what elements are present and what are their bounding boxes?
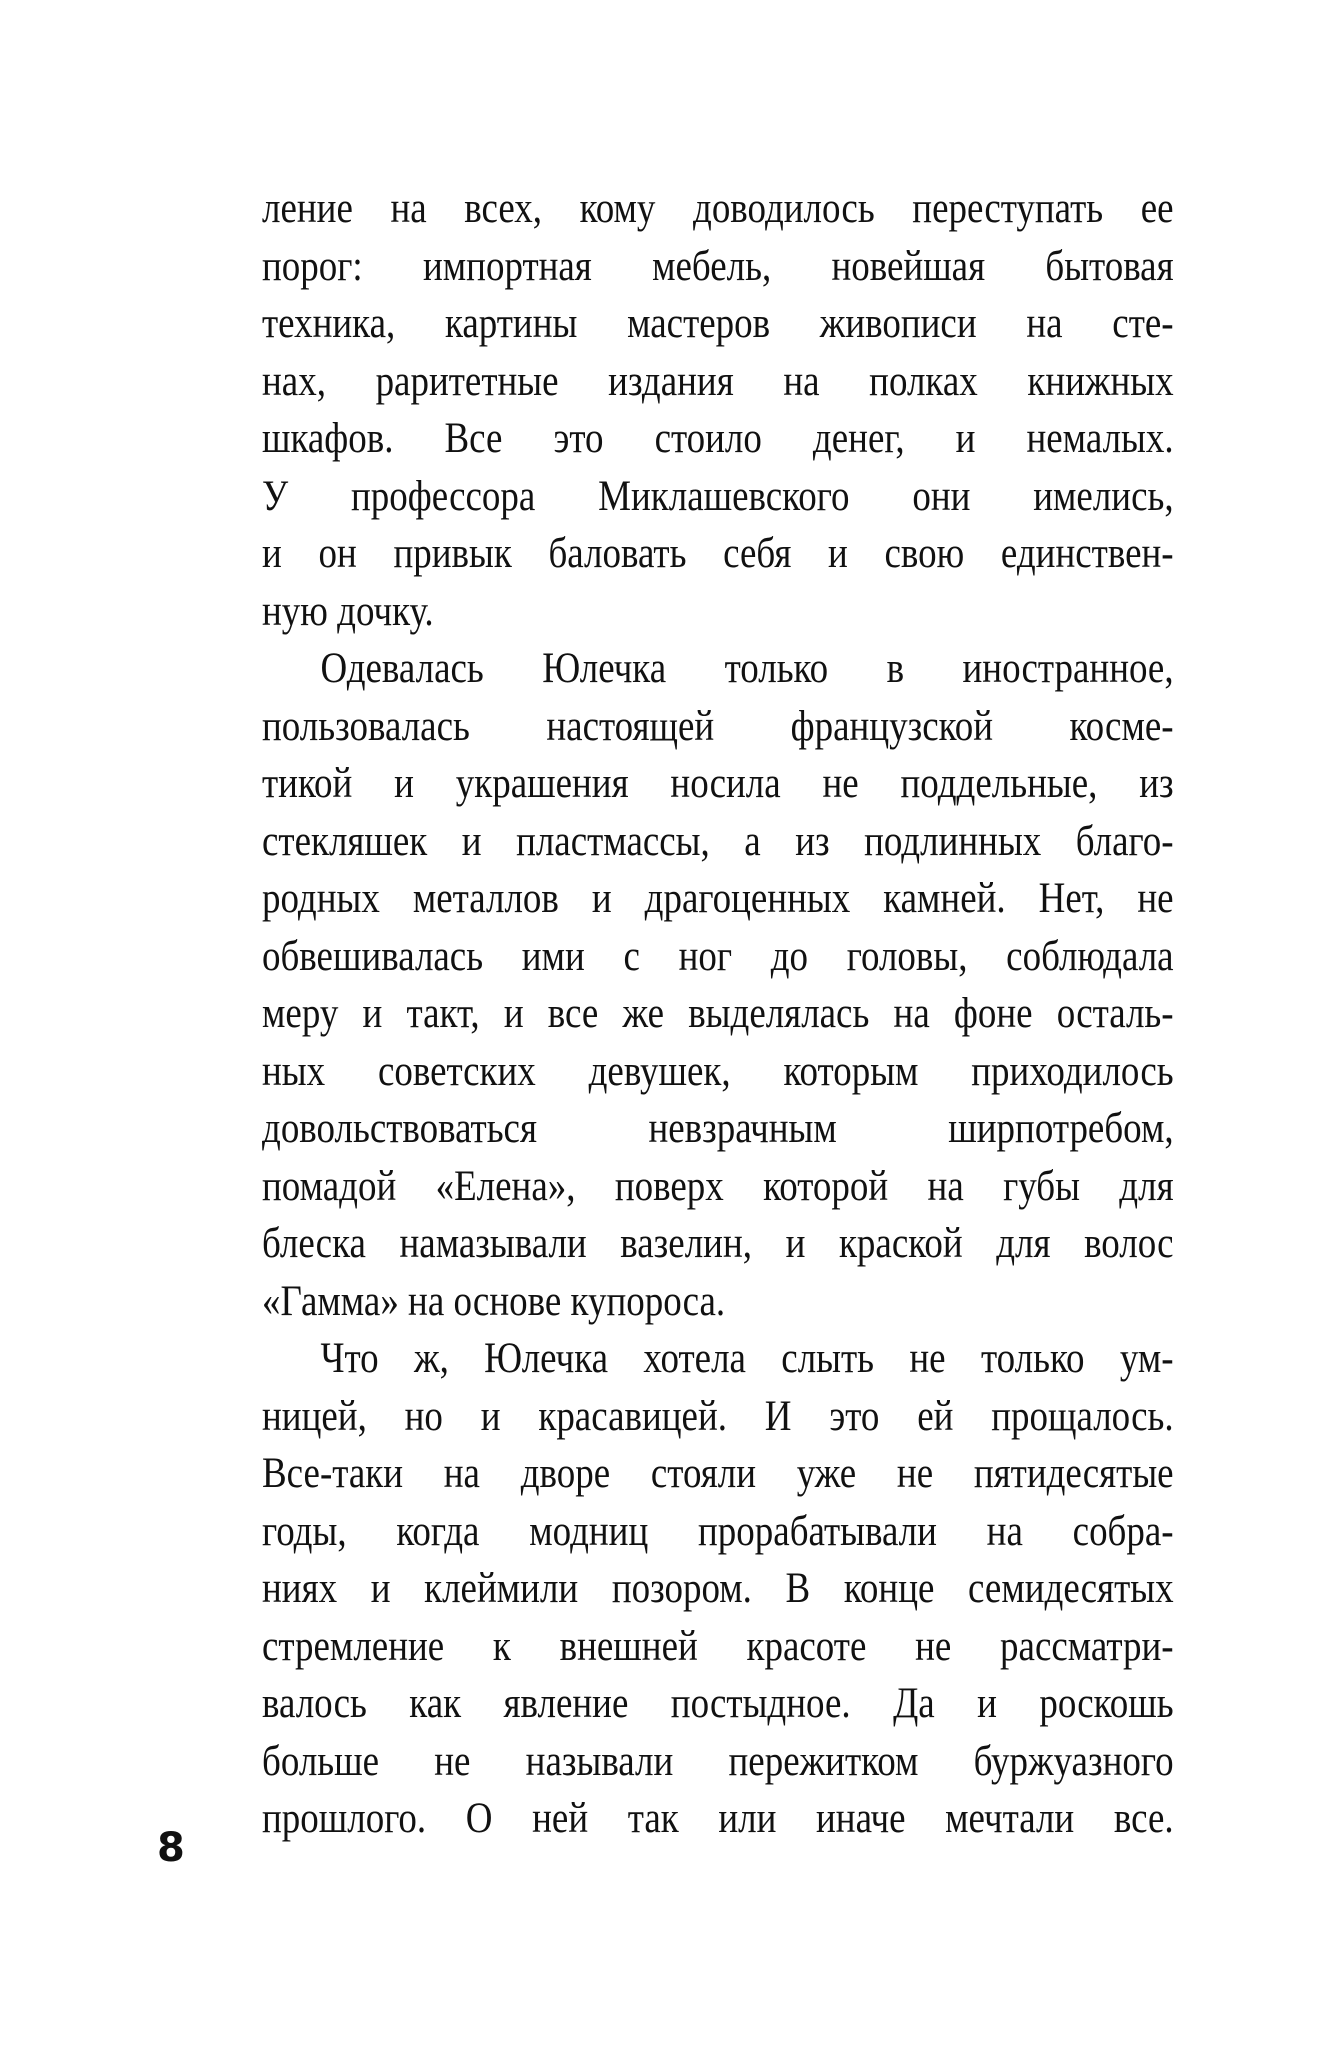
text-line: и он привык баловать себя и свою единствен- (262, 530, 1174, 577)
text-line: шкафов. Все это стоило денег, и немалых. (262, 415, 1174, 462)
text-line: довольствоваться невзрачным ширпотребом, (262, 1105, 1174, 1152)
paragraph-first-line: Что ж, Юлечка хотела слыть не только ум- (320, 1335, 1174, 1382)
text-line: ных советских девушек, которым приходилось (262, 1047, 1174, 1095)
text-line: годы, когда модниц прорабатывали на собра- (262, 1507, 1174, 1555)
text-line: помадой «Елена», поверх которой на губы для (262, 1162, 1174, 1210)
text-line: меру и такт, и все же выделялась на фоне осталь- (262, 990, 1174, 1037)
text-line: ниях и клеймили позором. В конце семидесятых (262, 1565, 1174, 1612)
text-line: стекляшек и пластмассы, а из подлинных благо- (262, 817, 1174, 865)
text-line: нах, раритетные издания на полках книжных (262, 357, 1174, 405)
text-line: стремление к внешней красоте не рассматри- (262, 1622, 1174, 1670)
text-line: порог: импортная мебель, новейшая бытовая (262, 242, 1174, 290)
text-line: техника, картины мастеров живописи на сте- (262, 300, 1174, 347)
text-line: родных металлов и драгоценных камней. Нет, не (262, 875, 1174, 922)
text-line: ление на всех, кому доводилось переступать ее (262, 185, 1174, 232)
text-line: Все-таки на дворе стояли уже не пятидесятые (262, 1450, 1174, 1497)
page-number: 8 (157, 1825, 185, 1871)
text-line: У профессора Миклашевского они имелись, (262, 472, 1174, 520)
text-line: валось как явление постыдное. Да и роскошь (262, 1680, 1174, 1727)
text-line: ную дочку. (262, 587, 434, 635)
text-line: тикой и украшения носила не поддельные, из (262, 760, 1174, 807)
text-line: больше не называли пережитком буржуазного (262, 1737, 1174, 1785)
body-text (262, 180, 1174, 1848)
text-line: пользовалась настоящей французской косме- (262, 702, 1174, 750)
text-line: прошлого. О ней так или иначе мечтали все. (262, 1795, 1174, 1842)
paragraph-first-line: Одевалась Юлечка только в иностранное, (320, 645, 1174, 692)
text-line: «Гамма» на основе купороса. (262, 1277, 726, 1325)
text-line: блеска намазывали вазелин, и краской для волос (262, 1220, 1174, 1267)
text-line: ницей, но и красавицей. И это ей прощалось. (262, 1392, 1174, 1440)
text-line: обвешивалась ими с ног до головы, соблюдала (262, 932, 1174, 980)
